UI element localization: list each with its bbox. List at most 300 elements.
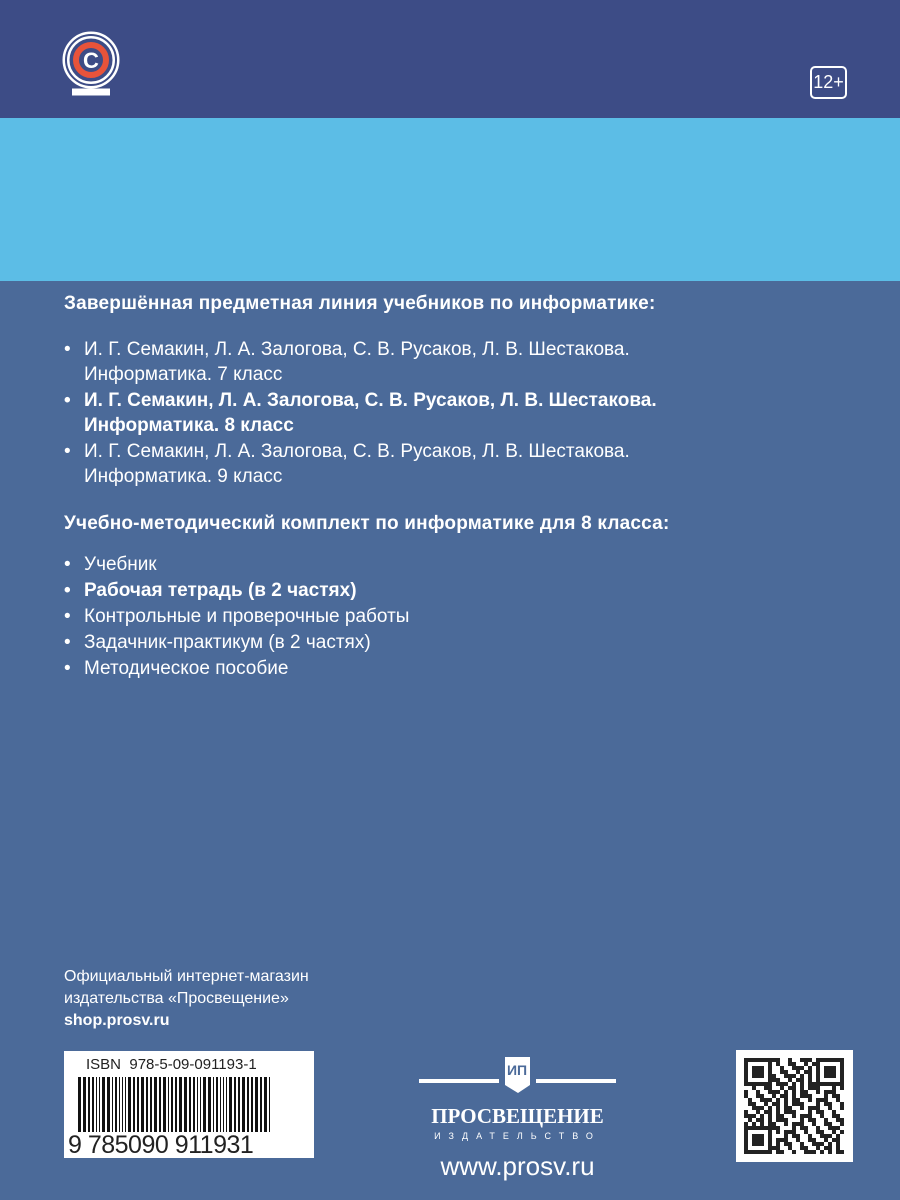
qr-module bbox=[808, 1078, 812, 1082]
qr-module bbox=[820, 1142, 824, 1146]
qr-module bbox=[836, 1138, 840, 1142]
qr-module bbox=[812, 1122, 816, 1126]
qr-module bbox=[816, 1142, 820, 1146]
qr-module bbox=[776, 1082, 780, 1086]
qr-module bbox=[800, 1106, 804, 1110]
qr-module bbox=[832, 1114, 836, 1118]
qr-module bbox=[784, 1142, 788, 1146]
qr-module bbox=[808, 1098, 812, 1102]
barcode-bar bbox=[255, 1077, 258, 1132]
qr-module bbox=[828, 1066, 832, 1070]
qr-module bbox=[744, 1146, 748, 1150]
qr-module bbox=[828, 1090, 832, 1094]
qr-module bbox=[832, 1090, 836, 1094]
qr-module bbox=[808, 1086, 812, 1090]
qr-module bbox=[760, 1082, 764, 1086]
qr-module bbox=[744, 1126, 748, 1130]
light-blue-band bbox=[0, 118, 900, 281]
isbn-text bbox=[86, 1056, 257, 1073]
qr-module bbox=[760, 1070, 764, 1074]
qr-module bbox=[800, 1086, 804, 1090]
qr-module bbox=[792, 1066, 796, 1070]
qr-module bbox=[792, 1090, 796, 1094]
qr-module bbox=[816, 1058, 820, 1062]
qr-module bbox=[756, 1094, 760, 1098]
qr-module bbox=[748, 1150, 752, 1154]
qr-module bbox=[768, 1150, 772, 1154]
qr-module bbox=[820, 1110, 824, 1114]
qr-module bbox=[756, 1070, 760, 1074]
qr-module bbox=[796, 1098, 800, 1102]
qr-module bbox=[828, 1142, 832, 1146]
qr-module bbox=[816, 1146, 820, 1150]
qr-module bbox=[824, 1058, 828, 1062]
barcode-bar bbox=[83, 1077, 86, 1132]
qr-module bbox=[840, 1058, 844, 1062]
qr-module bbox=[772, 1074, 776, 1078]
qr-module bbox=[768, 1110, 772, 1114]
qr-module bbox=[804, 1058, 808, 1062]
qr-module bbox=[812, 1142, 816, 1146]
qr-module bbox=[796, 1122, 800, 1126]
barcode-bar bbox=[175, 1077, 177, 1132]
qr-module bbox=[784, 1106, 788, 1110]
qr-module bbox=[780, 1066, 784, 1070]
qr-module bbox=[768, 1138, 772, 1142]
qr-module bbox=[840, 1062, 844, 1066]
qr-module bbox=[832, 1130, 836, 1134]
qr-module bbox=[776, 1078, 780, 1082]
qr-module bbox=[760, 1066, 764, 1070]
qr-module bbox=[772, 1122, 776, 1126]
qr-module bbox=[812, 1150, 816, 1154]
qr-module bbox=[760, 1138, 764, 1142]
barcode-bar bbox=[122, 1077, 123, 1132]
qr-module bbox=[788, 1058, 792, 1062]
barcode-bar bbox=[125, 1077, 126, 1132]
qr-module bbox=[776, 1114, 780, 1118]
qr-module bbox=[748, 1098, 752, 1102]
qr-module bbox=[788, 1086, 792, 1090]
qr-module bbox=[744, 1078, 748, 1082]
qr-module bbox=[800, 1082, 804, 1086]
qr-module bbox=[760, 1126, 764, 1130]
kit-list bbox=[64, 552, 409, 682]
qr-module bbox=[816, 1078, 820, 1082]
qr-module bbox=[784, 1074, 788, 1078]
qr-module bbox=[836, 1118, 840, 1122]
qr-module bbox=[840, 1078, 844, 1082]
qr-module bbox=[756, 1118, 760, 1122]
qr-module bbox=[784, 1090, 788, 1094]
qr-module bbox=[840, 1150, 844, 1154]
qr-module bbox=[808, 1118, 812, 1122]
qr-module bbox=[756, 1150, 760, 1154]
qr-module bbox=[792, 1102, 796, 1106]
qr-module bbox=[788, 1062, 792, 1066]
qr-module bbox=[752, 1106, 756, 1110]
publisher-website-link[interactable]: www.prosv.ru bbox=[440, 1151, 595, 1181]
age-rating-badge: 12+ bbox=[810, 66, 847, 99]
barcode-bar bbox=[203, 1077, 206, 1132]
qr-module bbox=[776, 1062, 780, 1066]
qr-module bbox=[832, 1082, 836, 1086]
qr-module bbox=[804, 1062, 808, 1066]
qr-module bbox=[828, 1082, 832, 1086]
qr-module bbox=[816, 1126, 820, 1130]
svg-text:C: C bbox=[83, 48, 99, 73]
list-item bbox=[64, 439, 657, 489]
qr-module bbox=[788, 1106, 792, 1110]
qr-module bbox=[784, 1110, 788, 1114]
qr-module bbox=[800, 1094, 804, 1098]
qr-module bbox=[780, 1082, 784, 1086]
qr-module bbox=[816, 1110, 820, 1114]
list-item bbox=[64, 337, 657, 387]
barcode-bar bbox=[200, 1077, 201, 1132]
qr-module bbox=[820, 1134, 824, 1138]
qr-module bbox=[828, 1102, 832, 1106]
qr-module bbox=[840, 1074, 844, 1078]
qr-module bbox=[780, 1150, 784, 1154]
qr-module bbox=[816, 1102, 820, 1106]
qr-module bbox=[792, 1062, 796, 1066]
qr-module bbox=[832, 1074, 836, 1078]
qr-module bbox=[760, 1142, 764, 1146]
qr-module bbox=[760, 1074, 764, 1078]
qr-module bbox=[816, 1090, 820, 1094]
qr-module bbox=[820, 1098, 824, 1102]
qr-module bbox=[764, 1058, 768, 1062]
qr-module bbox=[836, 1094, 840, 1098]
barcode-bar bbox=[193, 1077, 195, 1132]
qr-module bbox=[832, 1094, 836, 1098]
qr-module bbox=[840, 1106, 844, 1110]
qr-module bbox=[744, 1122, 748, 1126]
qr-module bbox=[784, 1118, 788, 1122]
barcode-bar bbox=[226, 1077, 227, 1132]
qr-module bbox=[752, 1138, 756, 1142]
qr-module bbox=[752, 1074, 756, 1078]
qr-module bbox=[808, 1134, 812, 1138]
qr-module bbox=[752, 1126, 756, 1130]
qr-module bbox=[780, 1114, 784, 1118]
item-authors: И. Г. Семакин, Л. А. Залогова, С. В. Русаков, Л. В. Шестакова. bbox=[84, 339, 630, 360]
qr-module bbox=[752, 1150, 756, 1154]
barcode-bar bbox=[229, 1077, 232, 1132]
qr-module bbox=[836, 1114, 840, 1118]
qr-module bbox=[808, 1114, 812, 1118]
qr-module bbox=[752, 1086, 756, 1090]
qr-module bbox=[760, 1150, 764, 1154]
qr-module bbox=[756, 1134, 760, 1138]
qr-module bbox=[792, 1150, 796, 1154]
qr-module bbox=[836, 1150, 840, 1154]
barcode-bar bbox=[189, 1077, 191, 1132]
qr-module bbox=[800, 1114, 804, 1118]
qr-module bbox=[764, 1098, 768, 1102]
qr-module bbox=[764, 1110, 768, 1114]
barcode-bar bbox=[234, 1077, 236, 1132]
qr-module bbox=[792, 1074, 796, 1078]
qr-module bbox=[744, 1110, 748, 1114]
qr-module bbox=[816, 1062, 820, 1066]
qr-module bbox=[752, 1122, 756, 1126]
qr-module bbox=[800, 1118, 804, 1122]
qr-module bbox=[800, 1058, 804, 1062]
qr-module bbox=[792, 1082, 796, 1086]
qr-module bbox=[840, 1118, 844, 1122]
qr-module bbox=[836, 1082, 840, 1086]
qr-module bbox=[784, 1098, 788, 1102]
qr-module bbox=[812, 1062, 816, 1066]
qr-module bbox=[760, 1114, 764, 1118]
qr-module bbox=[832, 1086, 836, 1090]
qr-module bbox=[784, 1094, 788, 1098]
qr-module bbox=[808, 1066, 812, 1070]
qr-module bbox=[768, 1058, 772, 1062]
qr-module bbox=[828, 1058, 832, 1062]
qr-module bbox=[840, 1070, 844, 1074]
barcode-bar bbox=[88, 1077, 90, 1132]
qr-module bbox=[788, 1110, 792, 1114]
qr-module bbox=[800, 1090, 804, 1094]
barcode-bar bbox=[137, 1077, 139, 1132]
qr-module bbox=[764, 1082, 768, 1086]
qr-module bbox=[800, 1122, 804, 1126]
shop-link[interactable]: shop.prosv.ru bbox=[64, 1012, 170, 1029]
shop-line2: издательства «Просвещение» bbox=[64, 990, 289, 1007]
qr-module bbox=[744, 1066, 748, 1070]
qr-module bbox=[756, 1058, 760, 1062]
qr-module bbox=[784, 1122, 788, 1126]
qr-module bbox=[824, 1138, 828, 1142]
barcode-bar bbox=[112, 1077, 113, 1132]
qr-module bbox=[768, 1106, 772, 1110]
qr-module bbox=[788, 1146, 792, 1150]
qr-module bbox=[760, 1058, 764, 1062]
qr-module bbox=[752, 1134, 756, 1138]
qr-module bbox=[836, 1134, 840, 1138]
item-title: Информатика. 9 класс bbox=[84, 466, 283, 487]
barcode-digits: 9 785090 911931 bbox=[68, 1131, 254, 1159]
qr-module bbox=[760, 1118, 764, 1122]
qr-module bbox=[752, 1114, 756, 1118]
barcode-bar bbox=[168, 1077, 169, 1132]
qr-module bbox=[792, 1122, 796, 1126]
qr-module bbox=[772, 1058, 776, 1062]
qr-module bbox=[792, 1086, 796, 1090]
barcode-bar bbox=[251, 1077, 253, 1132]
qr-module bbox=[776, 1130, 780, 1134]
qr-module bbox=[836, 1098, 840, 1102]
qr-module bbox=[820, 1114, 824, 1118]
qr-module bbox=[772, 1078, 776, 1082]
qr-module bbox=[764, 1102, 768, 1106]
series-logo-icon bbox=[62, 30, 120, 100]
barcode-bar bbox=[99, 1077, 100, 1132]
qr-module bbox=[800, 1146, 804, 1150]
barcode-bar bbox=[269, 1077, 270, 1132]
qr-module bbox=[832, 1066, 836, 1070]
barcode-bar bbox=[154, 1077, 157, 1132]
qr-module bbox=[840, 1086, 844, 1090]
qr-module bbox=[748, 1102, 752, 1106]
qr-module bbox=[780, 1138, 784, 1142]
barcode-bar bbox=[213, 1077, 214, 1132]
qr-module bbox=[824, 1082, 828, 1086]
qr-module bbox=[748, 1126, 752, 1130]
qr-module bbox=[800, 1142, 804, 1146]
qr-module bbox=[760, 1122, 764, 1126]
qr-module bbox=[780, 1086, 784, 1090]
svg-text:ИП: ИП bbox=[506, 1062, 528, 1078]
qr-module bbox=[788, 1142, 792, 1146]
qr-module bbox=[744, 1142, 748, 1146]
qr-module bbox=[768, 1086, 772, 1090]
qr-module bbox=[808, 1082, 812, 1086]
qr-module bbox=[768, 1146, 772, 1150]
qr-module bbox=[816, 1086, 820, 1090]
qr-module bbox=[820, 1130, 824, 1134]
qr-module bbox=[812, 1138, 816, 1142]
qr-module bbox=[792, 1134, 796, 1138]
qr-module bbox=[824, 1098, 828, 1102]
isbn-value: 978-5-09-091193-1 bbox=[129, 1056, 257, 1073]
barcode-bar bbox=[119, 1077, 120, 1132]
qr-module bbox=[832, 1058, 836, 1062]
barcode-bar bbox=[184, 1077, 187, 1132]
qr-module bbox=[824, 1074, 828, 1078]
qr-module bbox=[820, 1058, 824, 1062]
qr-module bbox=[772, 1090, 776, 1094]
qr-module bbox=[792, 1130, 796, 1134]
qr-module bbox=[812, 1082, 816, 1086]
qr-module bbox=[772, 1102, 776, 1106]
qr-module bbox=[776, 1110, 780, 1114]
qr-module bbox=[792, 1098, 796, 1102]
qr-module bbox=[792, 1126, 796, 1130]
qr-module bbox=[836, 1142, 840, 1146]
qr-module bbox=[816, 1130, 820, 1134]
item-authors: И. Г. Семакин, Л. А. Залогова, С. В. Русаков, Л. В. Шестакова. bbox=[84, 390, 657, 411]
list-item: • Контрольные и проверочные работы bbox=[64, 604, 409, 629]
barcode-bar bbox=[242, 1077, 245, 1132]
barcode-bar bbox=[96, 1077, 97, 1132]
item-title: Информатика. 7 класс bbox=[84, 364, 283, 385]
qr-module bbox=[808, 1074, 812, 1078]
barcode-bar bbox=[102, 1077, 105, 1132]
qr-code[interactable] bbox=[736, 1050, 853, 1162]
qr-module bbox=[768, 1130, 772, 1134]
qr-module bbox=[772, 1126, 776, 1130]
qr-module bbox=[768, 1082, 772, 1086]
qr-module bbox=[824, 1122, 828, 1126]
qr-module bbox=[776, 1150, 780, 1154]
qr-module bbox=[788, 1074, 792, 1078]
qr-module bbox=[752, 1070, 756, 1074]
qr-module bbox=[760, 1098, 764, 1102]
qr-module bbox=[748, 1082, 752, 1086]
qr-module bbox=[776, 1118, 780, 1122]
qr-module bbox=[776, 1090, 780, 1094]
qr-module bbox=[768, 1142, 772, 1146]
publisher-name: ПРОСВЕЩЕНИЕ bbox=[431, 1104, 604, 1128]
qr-module bbox=[784, 1134, 788, 1138]
qr-module bbox=[828, 1150, 832, 1154]
qr-module bbox=[804, 1094, 808, 1098]
qr-module bbox=[744, 1150, 748, 1154]
qr-module bbox=[748, 1114, 752, 1118]
qr-module bbox=[828, 1126, 832, 1130]
qr-module bbox=[824, 1066, 828, 1070]
qr-module bbox=[836, 1058, 840, 1062]
qr-module bbox=[796, 1078, 800, 1082]
section1-heading: Завершённая предметная линия учебников по информатике: bbox=[64, 293, 656, 314]
qr-module bbox=[756, 1090, 760, 1094]
qr-module bbox=[796, 1066, 800, 1070]
qr-module bbox=[768, 1070, 772, 1074]
qr-module bbox=[744, 1070, 748, 1074]
qr-module bbox=[812, 1118, 816, 1122]
barcode-bar bbox=[78, 1077, 81, 1132]
qr-module bbox=[832, 1138, 836, 1142]
qr-module bbox=[804, 1146, 808, 1150]
qr-module bbox=[744, 1138, 748, 1142]
qr-module bbox=[768, 1134, 772, 1138]
qr-module bbox=[828, 1134, 832, 1138]
qr-module bbox=[776, 1058, 780, 1062]
qr-module bbox=[752, 1102, 756, 1106]
qr-module bbox=[784, 1102, 788, 1106]
qr-module bbox=[784, 1130, 788, 1134]
qr-module bbox=[756, 1138, 760, 1142]
qr-module bbox=[840, 1130, 844, 1134]
qr-module bbox=[824, 1134, 828, 1138]
list-item: • Учебник bbox=[64, 552, 409, 577]
qr-module bbox=[744, 1062, 748, 1066]
barcode-bar bbox=[208, 1077, 211, 1132]
qr-module bbox=[840, 1122, 844, 1126]
qr-module bbox=[808, 1150, 812, 1154]
barcode-bar bbox=[146, 1077, 148, 1132]
qr-module bbox=[804, 1114, 808, 1118]
qr-module bbox=[772, 1146, 776, 1150]
qr-module bbox=[800, 1066, 804, 1070]
qr-module bbox=[832, 1070, 836, 1074]
qr-module bbox=[816, 1106, 820, 1110]
qr-module bbox=[800, 1078, 804, 1082]
qr-module bbox=[824, 1146, 828, 1150]
qr-module bbox=[828, 1074, 832, 1078]
qr-module bbox=[832, 1126, 836, 1130]
qr-module bbox=[768, 1062, 772, 1066]
qr-module bbox=[788, 1130, 792, 1134]
qr-module bbox=[840, 1102, 844, 1106]
qr-module bbox=[800, 1074, 804, 1078]
barcode-bar bbox=[92, 1077, 94, 1132]
qr-module bbox=[828, 1070, 832, 1074]
qr-module bbox=[812, 1106, 816, 1110]
section2-heading: Учебно-методический комплект по информатике для 8 класса: bbox=[64, 513, 670, 534]
qr-module bbox=[744, 1058, 748, 1062]
qr-module bbox=[768, 1066, 772, 1070]
qr-module bbox=[796, 1138, 800, 1142]
list-item: • Рабочая тетрадь (в 2 частях) bbox=[64, 578, 409, 603]
qr-module bbox=[744, 1094, 748, 1098]
list-item: • Методическое пособие bbox=[64, 656, 409, 681]
qr-module bbox=[812, 1086, 816, 1090]
